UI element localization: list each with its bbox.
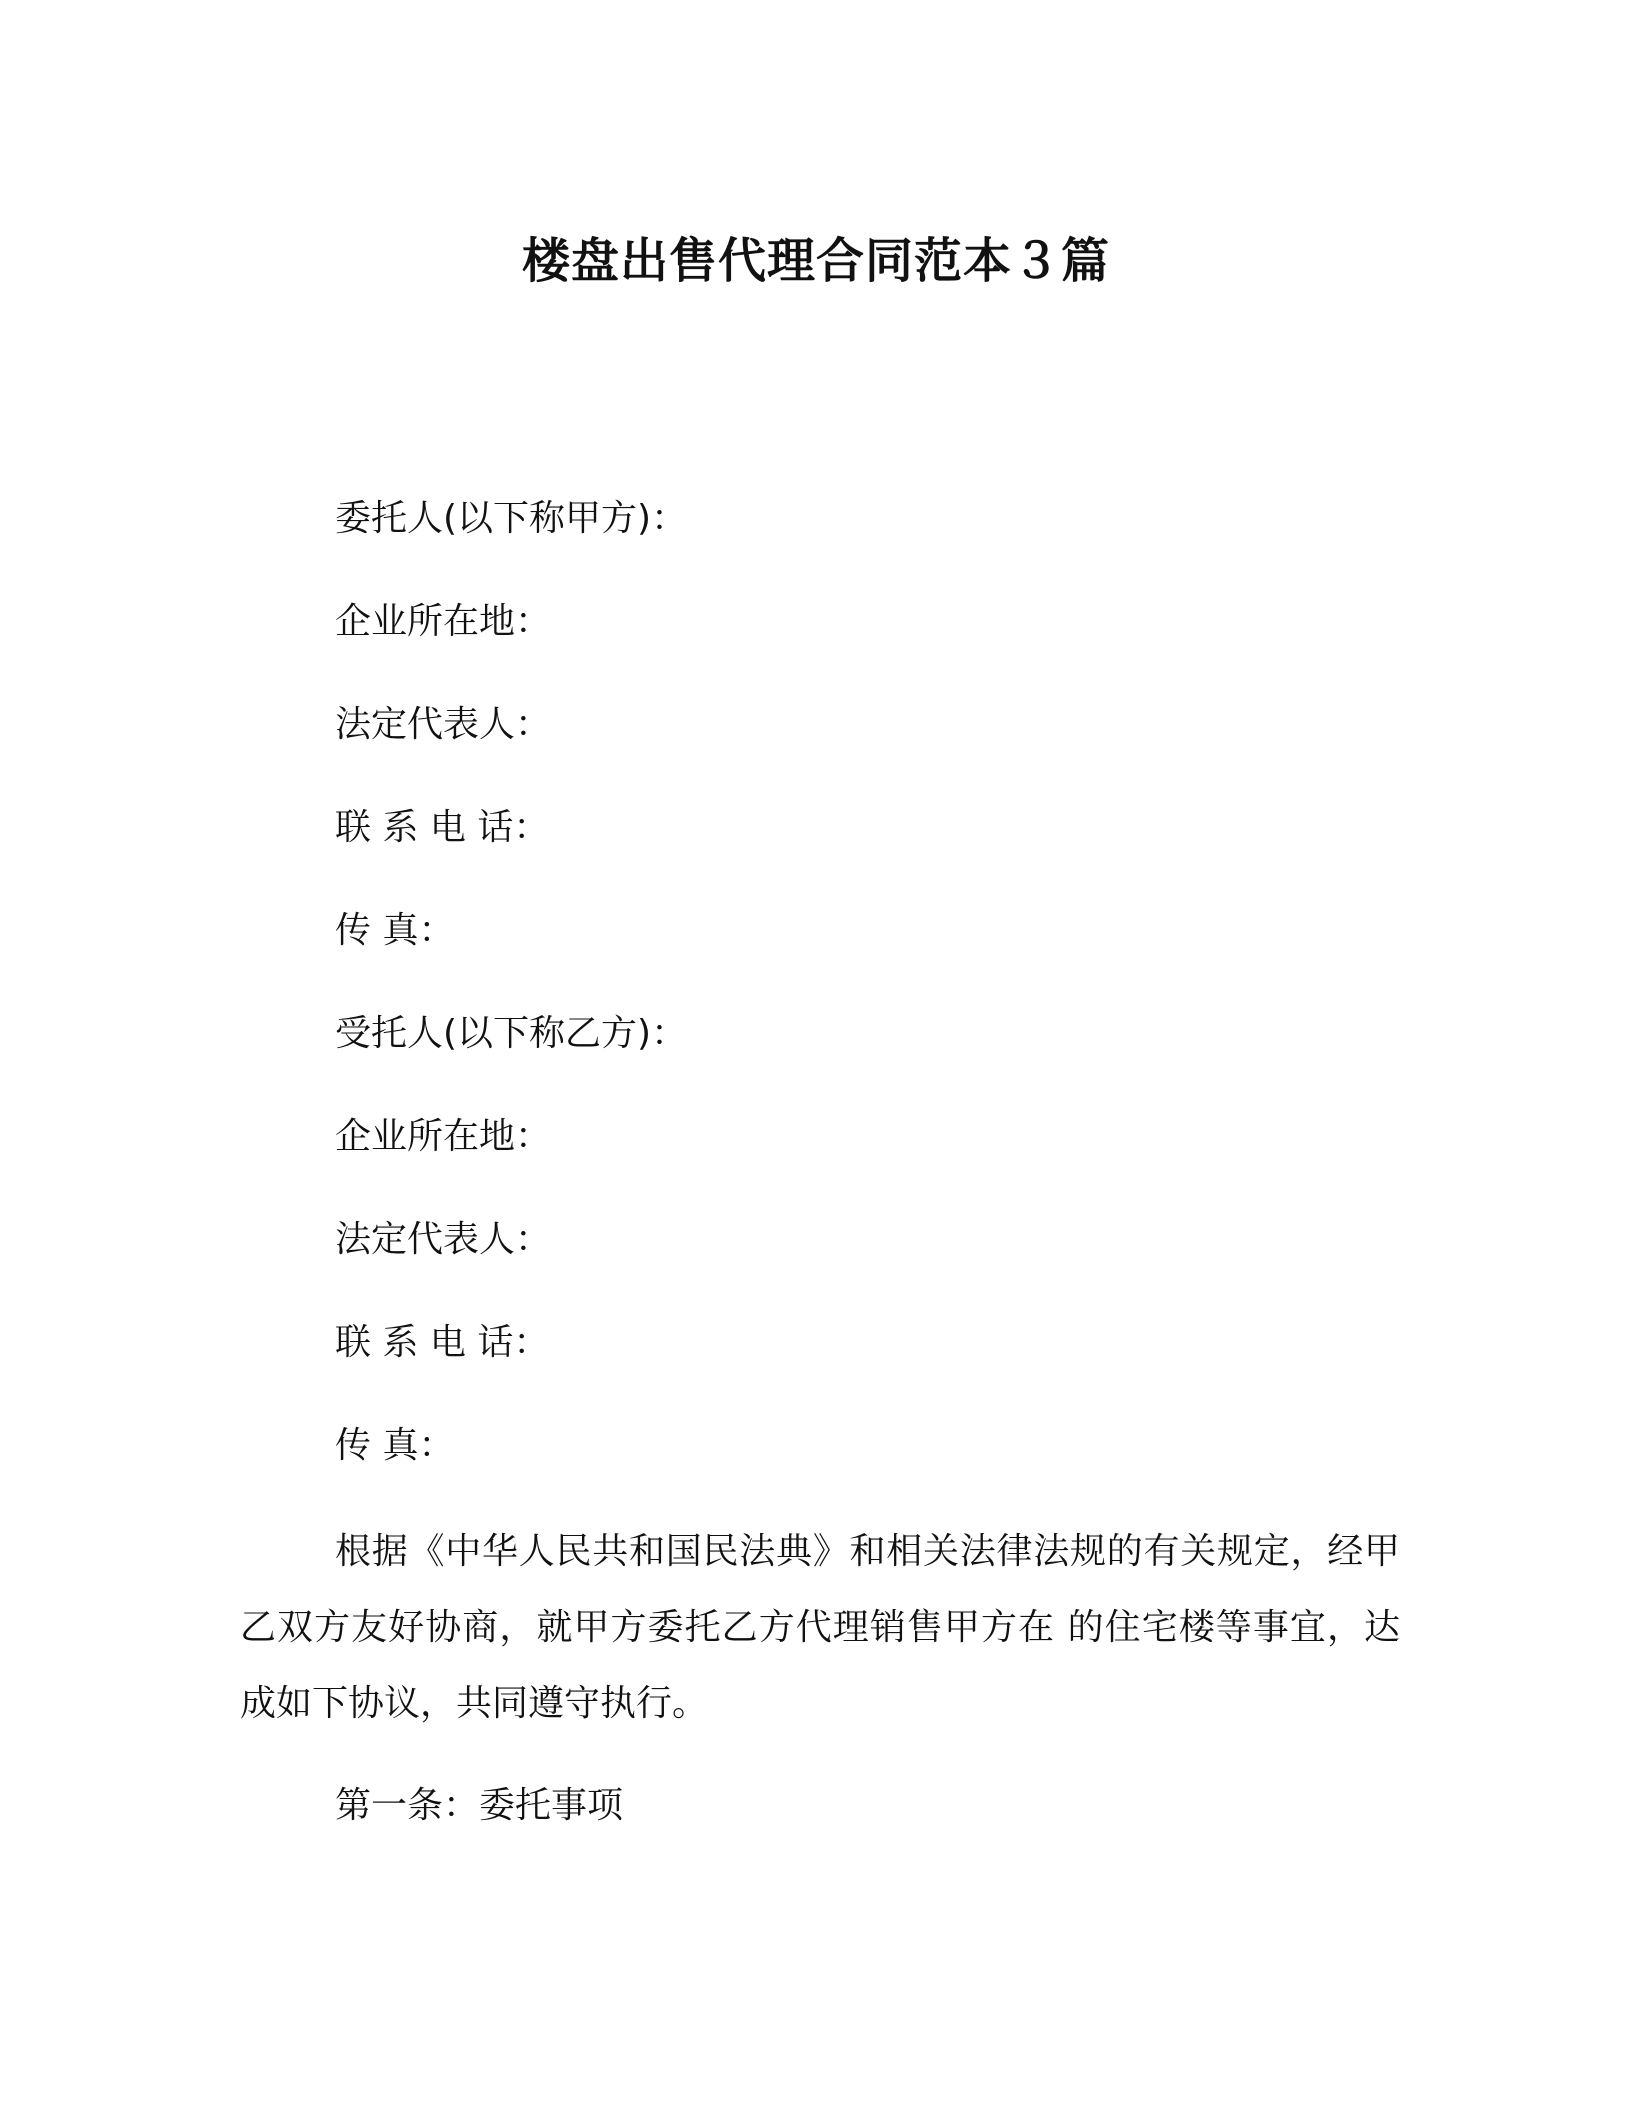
preamble-paragraph: 根据《中华人民共和国民法典》和相关法律法规的有关规定，经甲乙双方友好协商，就甲方委托乙方代理销售甲方在 的住宅楼等事宜，达成如下协议，共同遵守执行。 <box>240 1531 1400 1724</box>
party-a-fax: 传 真： <box>335 910 455 951</box>
article-1-heading: 第一条：委托事项 <box>335 1785 624 1826</box>
party-b-label: 受托人(以下称乙方)： <box>335 1013 688 1054</box>
party-a-phone: 联 系 电 话： <box>335 807 550 848</box>
document-title: 楼盘出售代理合同范本３篇 <box>521 233 1110 289</box>
party-b-address: 企业所在地： <box>335 1116 552 1157</box>
party-a-address: 企业所在地： <box>335 601 552 642</box>
party-a-legal-rep: 法定代表人： <box>335 704 552 745</box>
party-b-fax: 传 真： <box>335 1425 455 1466</box>
party-b-phone: 联 系 电 话： <box>335 1322 550 1363</box>
party-a-label: 委托人(以下称甲方)： <box>335 498 688 539</box>
party-b-legal-rep: 法定代表人： <box>335 1219 552 1260</box>
